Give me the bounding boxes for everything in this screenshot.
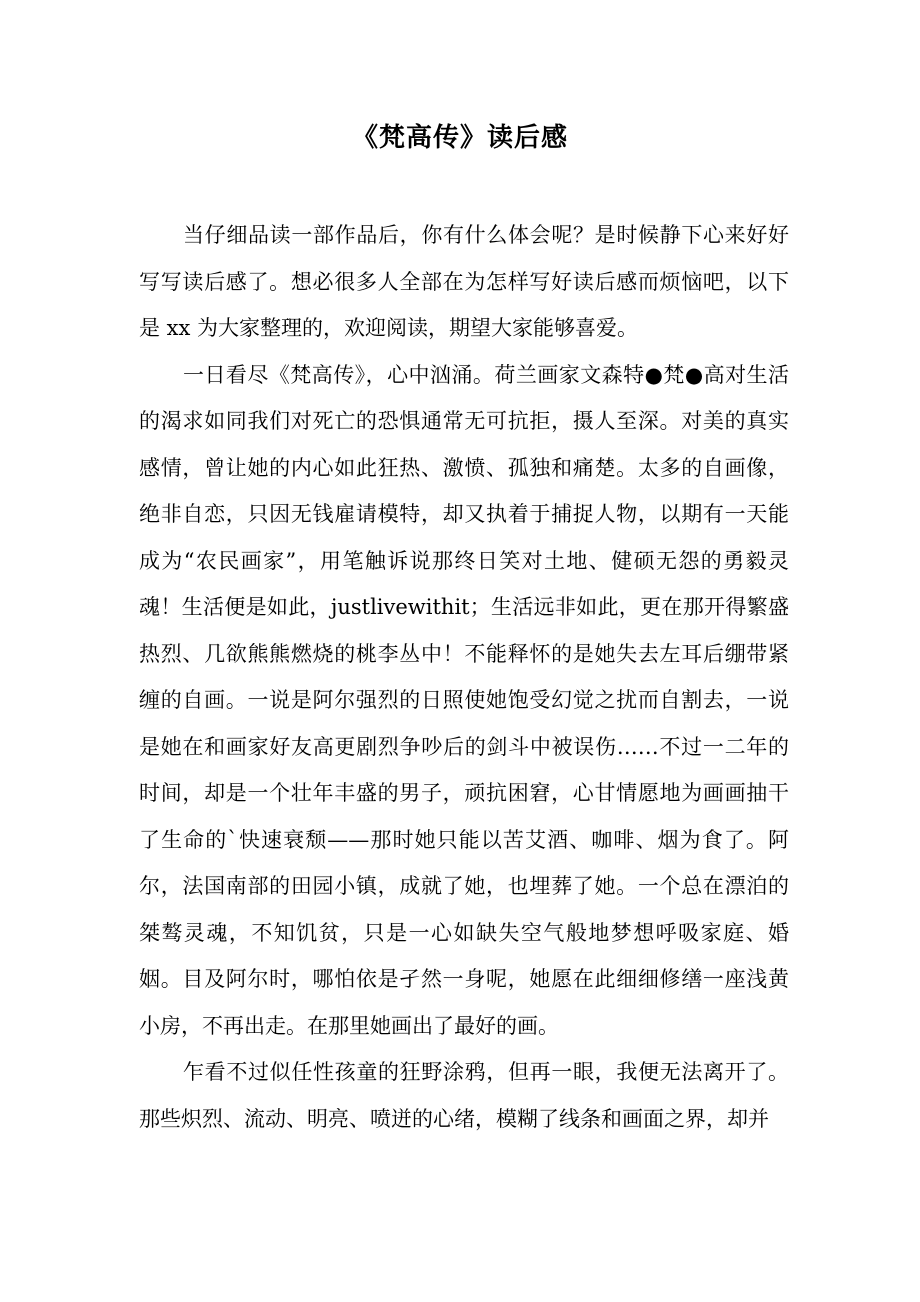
- paragraph-intro: 当仔细品读一部作品后，你有什么体会呢？是时候静下心来好好写写读后感了。想必很多人全部在为怎样写好读后感而烦恼吧，以下是 xx 为大家整理的，欢迎阅读，期望大家能够喜爱。: [139, 223, 789, 340]
- document-body: [139, 212, 789, 1142]
- paragraph-main: 一日看尽《梵高传》，心中汹涌。荷兰画家文森特●梵●高对生活的渴求如同我们对死亡的恐惧通常无可抗拒，摄人至深。对美的真实感情，曾让她的内心如此狂热、激愤、孤独和痛楚。太多的自画像，绝非自恋，只因无钱雇请模特，却又执着于捕捉人物，以期有一天能成为“农民画家”，用笔触诉说那终日笑对土地、健硕无怨的勇毅灵魂！生活便是如此，justlivewithit；生活远非如此，更在那开得繁盛热烈、几欲熊熊燃烧的桃李丛中！不能释怀的是她失去左耳后绷带紧缠的自画。一说是阿尔强烈的日照使她饱受幻觉之扰而自割去，一说是她在和画家好友高更剧烈争吵后的剑斗中被误伤……不过一二年的时间，却是一个壮年丰盛的男子，顽抗困窘，心甘情愿地为画画抽干了生命的`快速衰颓——那时她只能以苦艾酒、咖啡、烟为食了。阿尔，法国南部的田园小镇，成就了她，也埋葬了她。一个总在漂泊的桀骜灵魂，不知饥贫，只是一心如缺失空气般地梦想呼吸家庭、婚姻。目及阿尔时，哪怕依是孑然一身呢，她愿在此细细修缮一座浅黄小房，不再出走。在那里她画出了最好的画。: [139, 362, 789, 1038]
- document-title: 《梵高传》读后感: [351, 123, 568, 153]
- paragraph-continued: 乍看不过似任性孩童的狂野涂鸦，但再一眼，我便无法离开了。那些炽烈、流动、明亮、喷迸的心绪，模糊了线条和画面之界，却并: [139, 1060, 789, 1131]
